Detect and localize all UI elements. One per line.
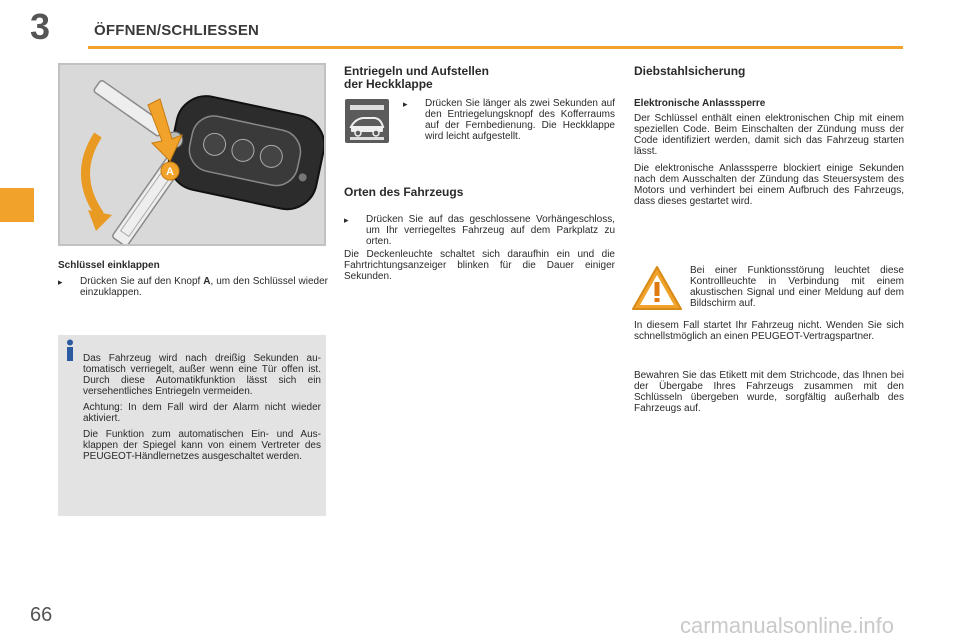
antitheft-section-title: Diebstahlsicherung <box>634 64 746 78</box>
warning-triangle-icon <box>631 264 683 312</box>
info-icon <box>62 339 78 361</box>
info-paragraph: Das Fahrzeug wird nach dreißig Sekunden automatisch verriegelt, außer wenn eine Tür offen ist. Durch diese Automatikfunktion lässt sich ein versehentliches Entriegeln vermeiden. <box>83 353 321 397</box>
antitheft-paragraph-3: In diesem Fall startet Ihr Fahrzeug nicht. Wenden Sie sich schnellstmöglich an einen PEUGEOT-Vertragspartner. <box>634 320 904 342</box>
locate-bullet <box>344 214 615 247</box>
tailgate-section-title: Entriegeln und Aufstellen der Heckklappe <box>344 64 489 91</box>
info-paragraph: Achtung: In dem Fall wird der Alarm nicht wieder aktiviert. <box>83 402 321 424</box>
bullet-text-bold: A <box>203 276 211 287</box>
chapter-number: 3 <box>30 6 51 47</box>
chapter-title: ÖFFNEN/SCHLIESSEN <box>94 22 260 39</box>
watermark: carmanualsonline.info <box>680 613 895 638</box>
section-title-key-fold: Schlüssel einklappen <box>58 260 160 271</box>
header-rule <box>88 46 903 49</box>
remote-key-icon <box>60 65 324 244</box>
antitheft-paragraph-1: Der Schlüssel enthält einen elektronischen Chip mit einem speziellen Code. Beim Einschalten der Zündung muss der Code identifiziert werden, damit sich das Fahrzeug starten lässt. <box>634 113 904 157</box>
triangle-bullet-icon: ▸ <box>403 99 408 109</box>
triangle-bullet-icon: ▸ <box>58 277 63 287</box>
triangle-bullet-icon: ▸ <box>344 215 349 225</box>
antitheft-paragraph-4: Bewahren Sie das Etikett mit dem Strichcode, das Ihnen bei der Übergabe Ihres Fahrzeugs zusammen mit den Schlüsseln übergeben wurde, sorgfältig außerhalb des Fahrzeugs auf. <box>634 370 904 414</box>
car-tailgate-icon <box>345 99 389 143</box>
chapter-tab-marker <box>0 188 34 222</box>
tailgate-bullet <box>403 98 615 142</box>
page-number: 66 <box>30 604 53 626</box>
bullet-text-prefix: Drücken Sie auf den Knopf <box>80 276 204 287</box>
key-fold-illustration <box>58 63 326 246</box>
antitheft-paragraph-2: Die elektronische Anlasssperre blockiert einige Sekunden nach dem Ausschalten der Zündung das Steuersystem des Motors und verhindert bei einem Aufbruch des Fahrzeugs, dass dieses gestartet wird. <box>634 163 904 207</box>
locate-section-title: Orten des Fahrzeugs <box>344 185 464 199</box>
info-paragraph: Die Funktion zum automatischen Ein- und Ausklappen der Spiegel kann von einem Vertreter des PEUGEOT-Händlernetzes ausgeschaltet werden. <box>83 429 321 462</box>
figure-label-a: A <box>166 166 174 178</box>
locate-paragraph: Die Deckenleuchte schaltet sich daraufhin ein und die Fahrtrichtungsanzeiger blinken für die Dauer einiger Sekunden. <box>344 249 615 282</box>
immobilizer-subtitle: Elektronische Anlasssperre <box>634 98 766 109</box>
locate-bullet-text: Drücken Sie auf das geschlossene Vorhängeschloss, um Ihr verriegeltes Fahrzeug auf dem Parkplatz zu orten. <box>366 214 615 247</box>
tailgate-bullet-text: Drücken Sie länger als zwei Sekunden auf den Entriegelungsknopf des Kofferraums auf der Fernbedienung. Die Heckklappe wird leicht aufgestellt. <box>425 98 615 142</box>
info-box <box>58 335 326 516</box>
bullet-text-suffix: , um den Schlüssel wieder einzuklappen. <box>80 276 328 298</box>
warning-text: Bei einer Funktionsstörung leuchtet diese Kontrollleuchte in Verbindung mit einem akustischen Signal und einer Meldung auf dem Bildschirm auf. <box>690 265 904 309</box>
key-fold-bullet <box>58 276 328 298</box>
